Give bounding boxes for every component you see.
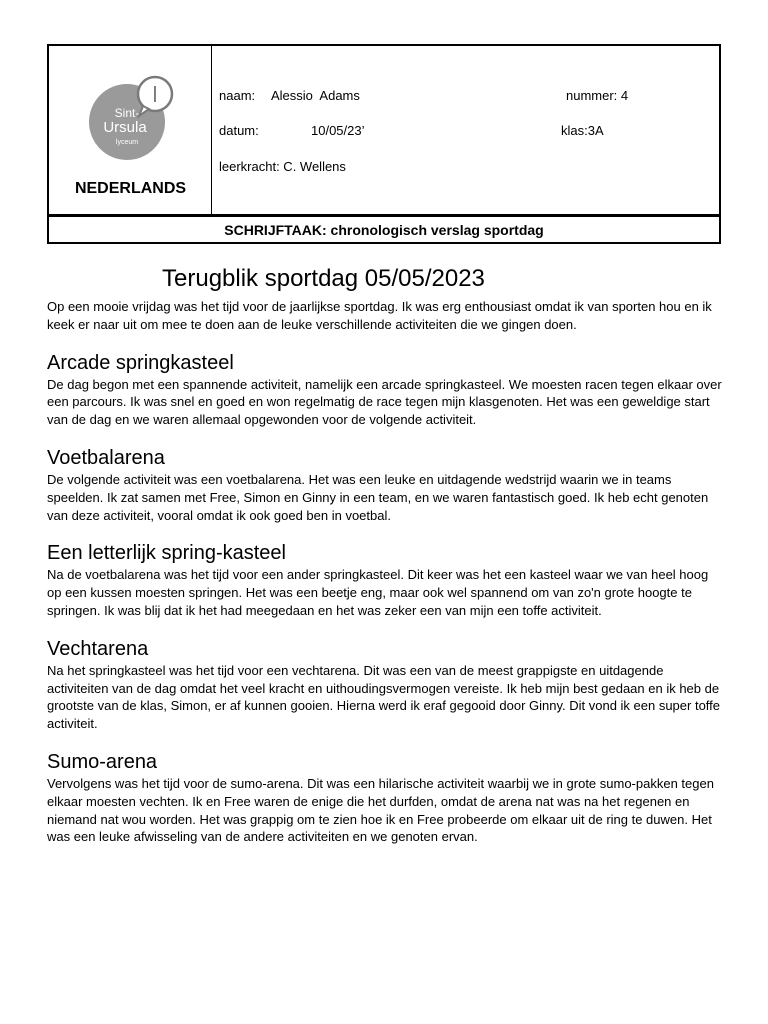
section-paragraph: De dag begon met een spannende activiteit, namelijk een arcade springkasteel. We moesten racen tegen elkaar over een parcours. Ik was snel en goed en won regelmatig de race tegen mijn klasgenoten. Het was een geweldige start van de dag en we waren allemaal opgewonden voor de volgende activiteit. [47,376,722,428]
section-heading: Voetbalarena [47,446,165,469]
assignment-title: SCHRIJFTAAK: chronologisch verslag sportdag [224,222,544,238]
section-paragraph: Vervolgens was het tijd voor de sumo-arena. Dit was een hilarische activiteit waarbij we in grote sumo-pakken tegen elkaar moesten vechten. Ik en Free waren de enige die het durfden, omdat de arena nat was na het regenen en niemand nat wou worden. Het was grappig om te zien hoe ik en Free probeerde om elkaar uit de ring te duwen. Het was een leuke afwisseling van de andere activiteiten en we genoten ervan. [47,775,714,845]
svg-text:Sint-: Sint- [114,106,140,120]
svg-text:lyceum: lyceum [115,139,139,146]
svg-text:l: l [152,82,158,107]
section-heading: Vechtarena [47,637,149,660]
header-table [47,44,721,244]
date-value: 10/05/23’ [311,123,365,138]
name-value: Alessio Adams [271,88,360,103]
section-heading: Een letterlijk spring-kasteel [47,542,286,565]
section-heading: Arcade springkasteel [47,351,234,374]
date-label: datum: [219,123,259,138]
section-paragraph: De volgende activiteit was een voetbalarena. Het was een leuke en uitdagende wedstrijd waarin we in teams speelden. Ik zat samen met Free, Simon en Ginny in een team, en we waren fantastisch goed. Ik heb echt genoten van deze activiteit, vooral omdat ik ook goed ben in voetbal. [47,471,709,523]
section-paragraph: Na het springkasteel was het tijd voor een vechtarena. Dit was een van de meest grappigste en uitdagende activiteiten van de dag omdat het veel kracht en uithoudingsvermogen vereiste. Ik heb mijn best gedaan en ik heb de grootste van de klas, Simon, er af kunnen gooien. Hierna werd ik eraf gegooid door Ginny. Dit vond ik een super toffe activiteit. [47,662,721,732]
section-paragraph: Na de voetbalarena was het tijd voor een ander springkasteel. Dit keer was het een kasteel waar we van heel hoog op een kussen moesten springen. Het was een beetje eng, maar ook wel spannend om van zo'n grote hoogte te springen. Ik was blij dat ik het had meegedaan en het was zeker een van mijn een toffe activiteit. [47,567,709,618]
subject-label: NEDERLANDS [74,180,187,197]
section-heading: Sumo-arena [47,750,158,773]
number-field: nummer: 4 [566,88,629,103]
svg-text:Ursula: Ursula [103,119,147,136]
school-logo [87,74,175,164]
logo-cell [49,46,212,214]
name-label: naam: [219,88,256,103]
document-title: Terugblik sportdag 05/05/2023 [162,265,485,292]
teacher-field: leerkracht: C. Wellens [219,159,346,174]
intro-paragraph: Op een mooie vrijdag was het tijd voor de jaarlijkse sportdag. Ik was erg enthousiast omdat ik van sporten hou en ik keek er naar uit om mee te doen aan de leuke verschillende activiteiten die we gingen doen. [47,299,712,332]
document-body [47,298,725,846]
class-field: klas:3A [561,123,604,138]
header-divider [49,214,719,217]
